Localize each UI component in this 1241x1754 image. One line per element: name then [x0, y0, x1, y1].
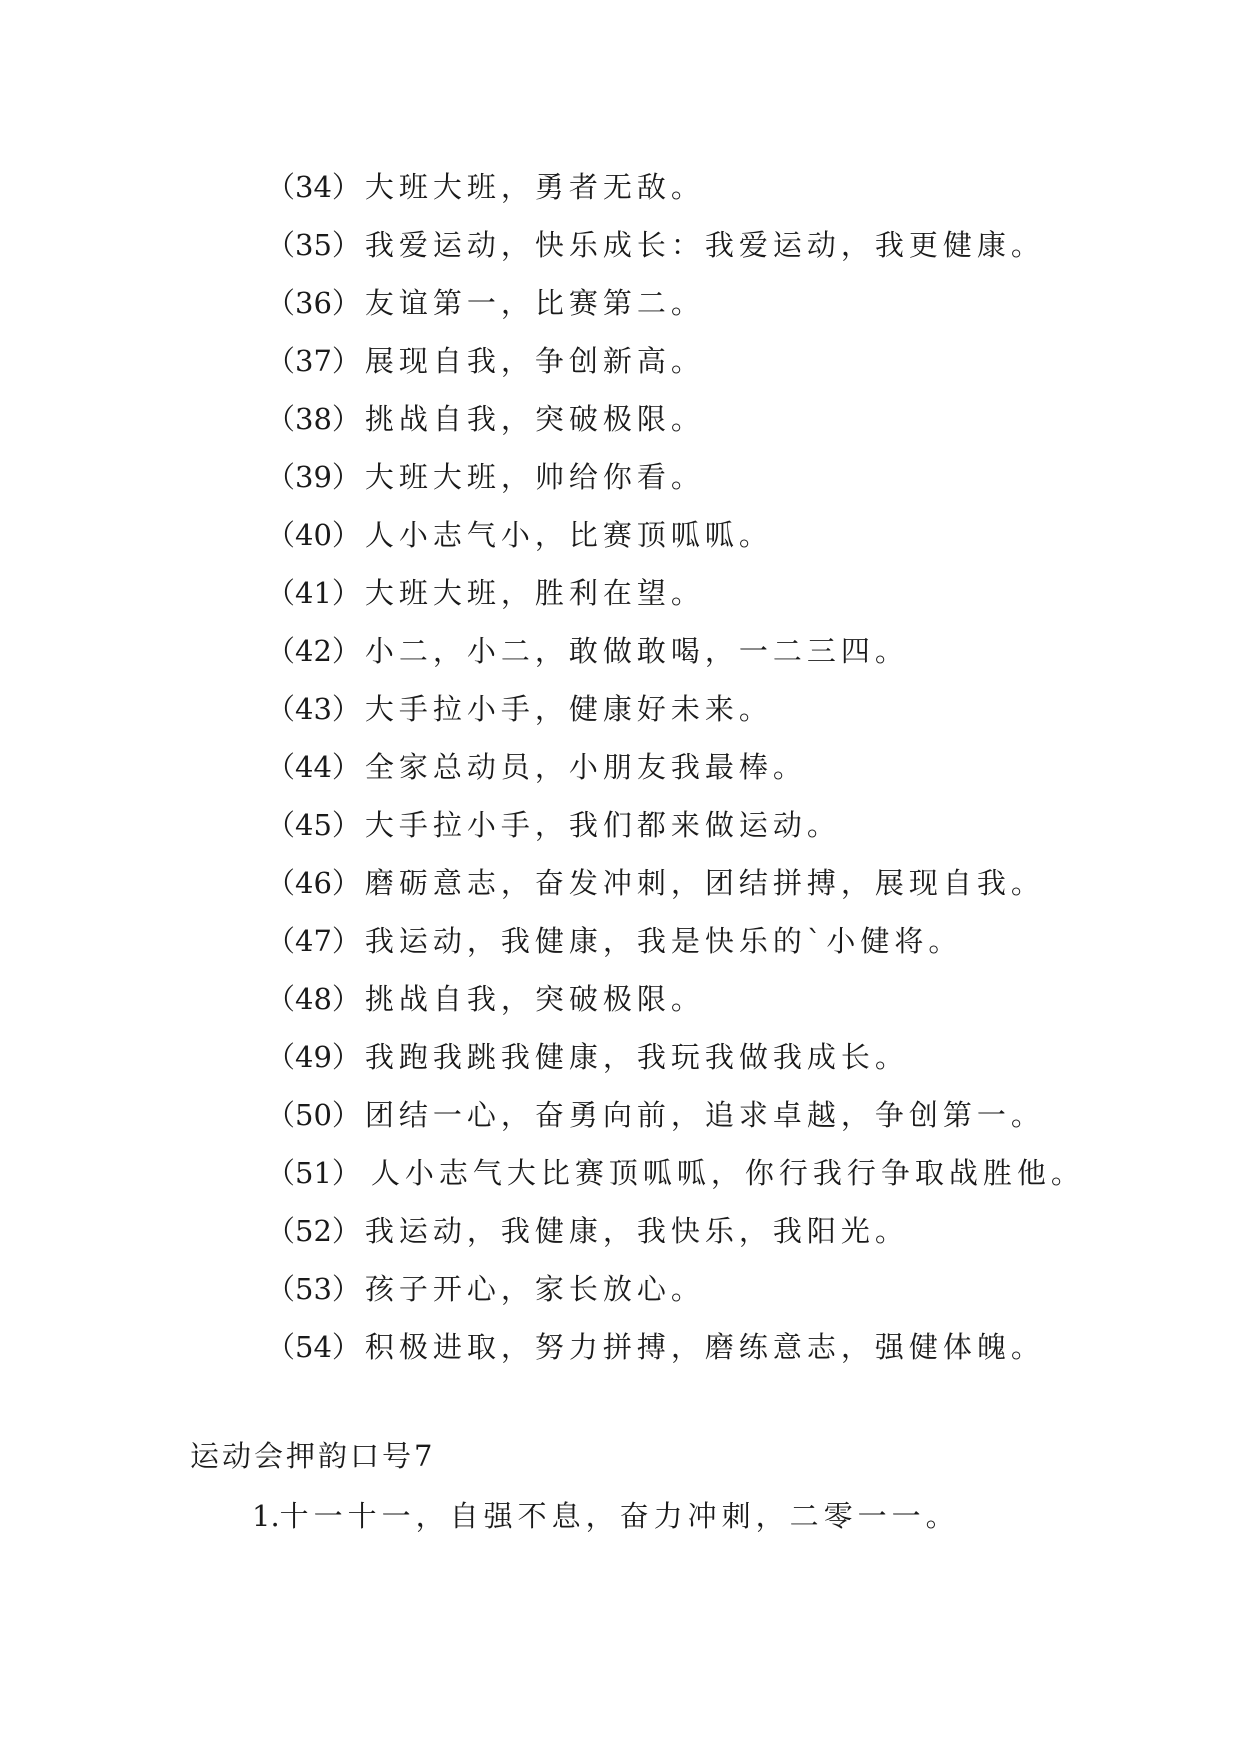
slogan-number: （41） [266, 576, 361, 610]
slogan-item-49 [266, 1028, 1085, 1086]
slogan-text: 大班大班，勇者无敌。 [364, 170, 705, 204]
slogan-item-40 [266, 506, 1085, 564]
slogan-text: 小二，小二，敢做敢喝，一二三四。 [364, 634, 909, 668]
slogan-number: （53） [266, 1272, 361, 1306]
slogan-number: （47） [266, 924, 361, 958]
slogan-number: （49） [266, 1040, 361, 1074]
slogan-text: 我运动，我健康，我快乐，我阳光。 [364, 1214, 909, 1248]
slogan-item-41 [266, 564, 1085, 622]
slogan-item-35 [266, 216, 1085, 274]
slogan-number: （48） [266, 982, 361, 1016]
slogan-item-44 [266, 738, 1085, 796]
slogan-text: 大手拉小手，健康好未来。 [364, 692, 773, 726]
slogan-item-48 [266, 970, 1085, 1028]
slogan-item-54 [266, 1318, 1085, 1376]
slogan-number: （43） [266, 692, 361, 726]
slogan-list [266, 158, 1085, 1376]
slogan-text: 我运动，我健康，我是快乐的`小健将。 [364, 924, 963, 958]
slogan-text: 磨砺意志，奋发冲刺，团结拼搏，展现自我。 [364, 866, 1045, 900]
slogan-item-51 [266, 1144, 1085, 1202]
slogan-number: （51） [266, 1156, 361, 1190]
slogan-number: （34） [266, 170, 361, 204]
slogan-text: 团结一心，奋勇向前，追求卓越，争创第一。 [364, 1098, 1045, 1132]
slogan-number: （44） [266, 750, 361, 784]
slogan-text: 大手拉小手，我们都来做运动。 [364, 808, 841, 842]
slogan-text: 大班大班，帅给你看。 [364, 460, 705, 494]
slogan-text: 我跑我跳我健康，我玩我做我成长。 [364, 1040, 909, 1074]
slogan-item-45 [266, 796, 1085, 854]
slogan-text: 挑战自我，突破极限。 [364, 982, 705, 1016]
slogan-text: 大班大班，胜利在望。 [364, 576, 705, 610]
slogan-item-42 [266, 622, 1085, 680]
slogan-item-43 [266, 680, 1085, 738]
slogan-text: 积极进取，努力拼搏，磨练意志，强健体魄。 [364, 1330, 1045, 1364]
slogan-item-46 [266, 854, 1085, 912]
slogan-item-50 [266, 1086, 1085, 1144]
slogan-item-39 [266, 448, 1085, 506]
slogan-item-47 [266, 912, 1085, 970]
slogan-text: 我爱运动，快乐成长：我爱运动，我更健康。 [364, 228, 1045, 262]
slogan-number: （35） [266, 228, 361, 262]
slogan-item-53 [266, 1260, 1085, 1318]
slogan-number: （39） [266, 460, 361, 494]
slogan-number: （37） [266, 344, 361, 378]
slogan-number: （36） [266, 286, 361, 320]
slogan-number: （52） [266, 1214, 361, 1248]
slogan-item-36 [266, 274, 1085, 332]
slogan-number: （46） [266, 866, 361, 900]
slogan-item-37 [266, 332, 1085, 390]
slogan-number: （54） [266, 1330, 361, 1364]
slogan-text: 人小志气小，比赛顶呱呱。 [364, 518, 773, 552]
slogan-number: （42） [266, 634, 361, 668]
slogan-text: 人小志气大比赛顶呱呱，你行我行争取战胜他。 [370, 1156, 1085, 1190]
list-item-number: 1. [252, 1499, 280, 1533]
slogan-text: 挑战自我，突破极限。 [364, 402, 705, 436]
slogan-text: 友谊第一，比赛第二。 [364, 286, 705, 320]
slogan-text: 全家总动员，小朋友我最棒。 [364, 750, 807, 784]
slogan-number: （40） [266, 518, 361, 552]
slogan-number: （45） [266, 808, 361, 842]
slogan-number: （50） [266, 1098, 361, 1132]
slogan-item-34 [266, 158, 1085, 216]
list-item-text: 十一十一，自强不息，奋力冲刺，二零一一。 [279, 1499, 960, 1533]
slogan-item-52 [266, 1202, 1085, 1260]
slogan-text: 展现自我，争创新高。 [364, 344, 705, 378]
section-list-item [252, 1496, 960, 1536]
slogan-text: 孩子开心，家长放心。 [364, 1272, 705, 1306]
slogan-item-38 [266, 390, 1085, 448]
section-heading: 运动会押韵口号7 [190, 1439, 436, 1473]
slogan-number: （38） [266, 402, 361, 436]
